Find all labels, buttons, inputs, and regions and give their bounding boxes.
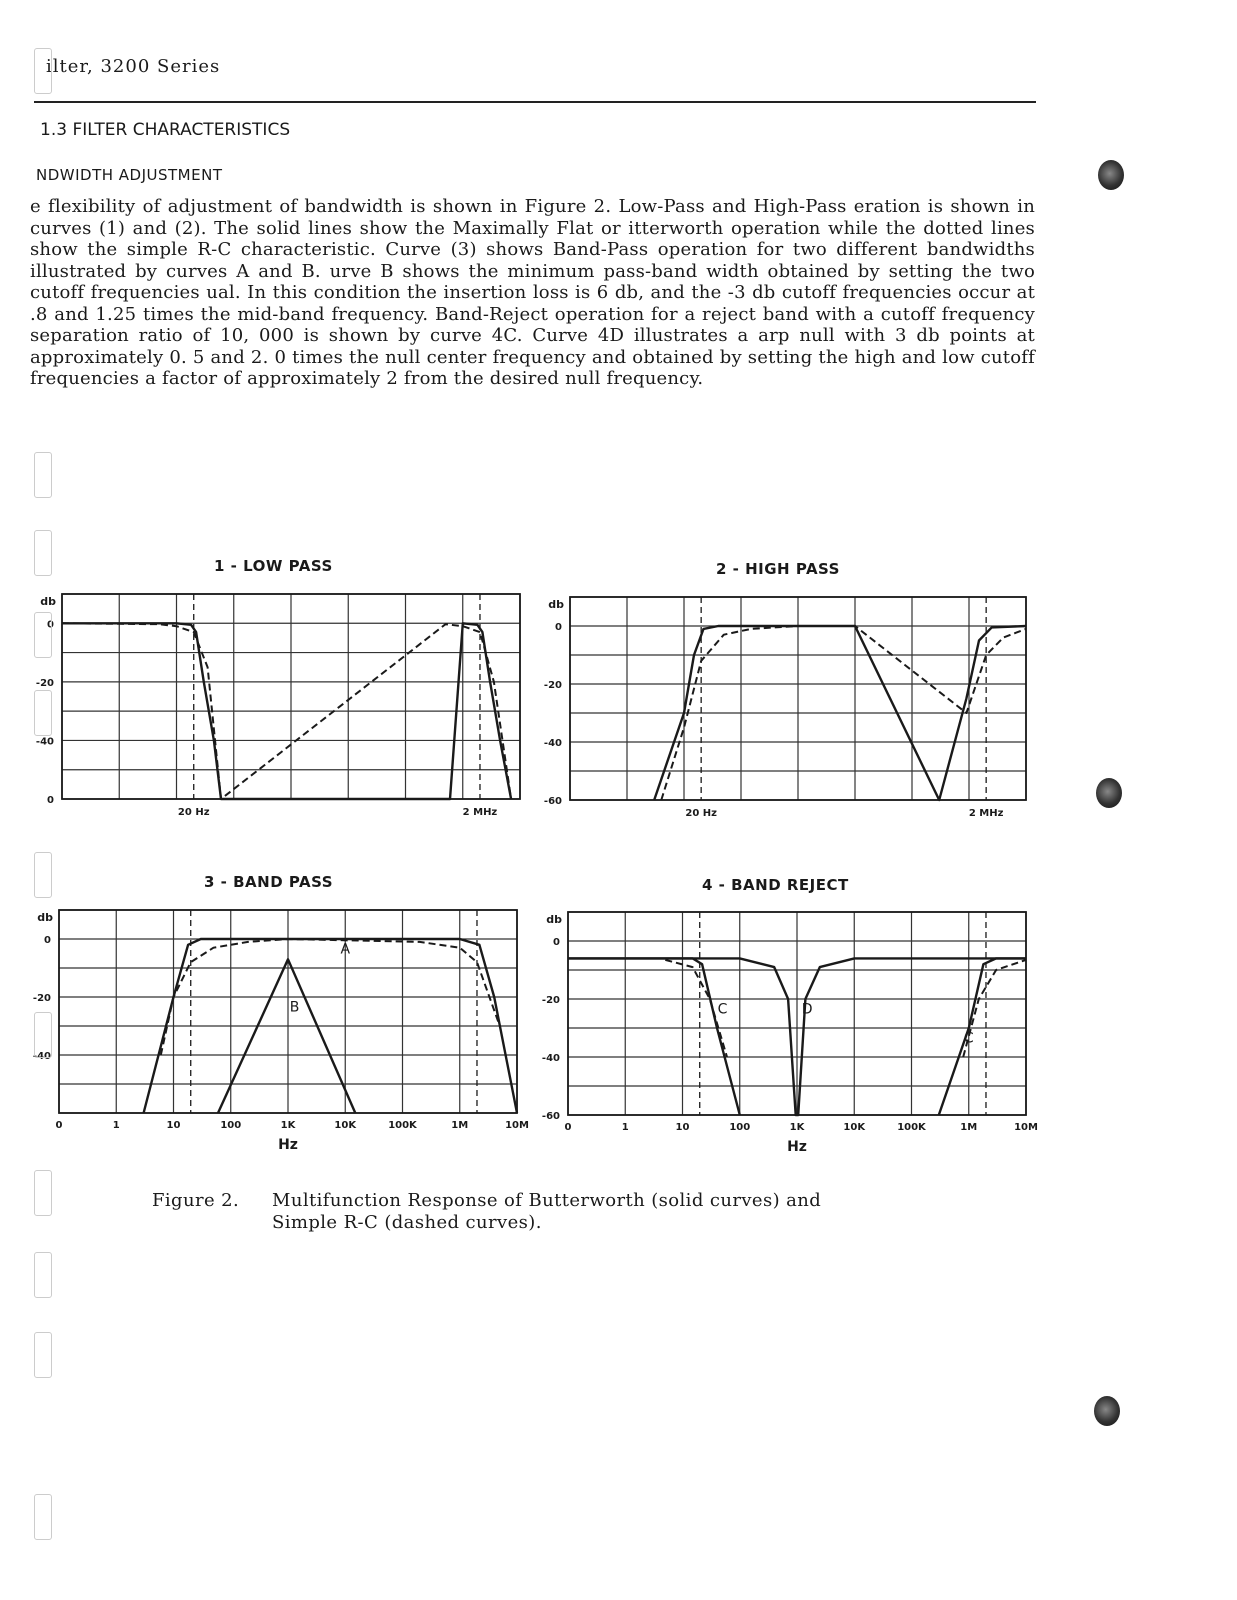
chart-band-pass	[32, 910, 529, 1153]
x-tick-label: 100	[220, 1120, 242, 1131]
x-tick-label: 1K	[280, 1120, 296, 1131]
y-tick-label: -20	[35, 677, 54, 689]
chart-title-band-pass: 3 - BAND PASS	[204, 873, 334, 891]
binder-hole	[34, 612, 52, 658]
chart-band-reject	[541, 912, 1038, 1155]
x-tick-label: 1M	[960, 1122, 978, 1133]
body-paragraph: e flexibility of adjustment of bandwidth is shown in Figure 2. Low-Pass and High-Pass eration is shown in curves (1) and (2). The solid lines show the Maximally Flat or itterworth operation while the dotted lines show the simple R-C characteristic. Curve (3) shows Band-Pass operation for two different bandwidths illustrated by curves A and B. urve B shows the minimum pass-band width obtained by setting the two cutoff frequencies ual. In this condition the insertion loss is 6 db, and the -3 db cutoff frequencies occur at .8 and 1.25 times the mid-band frequency. Band-Reject operation for a reject band with a cutoff frequency separation ratio of 10, 000 is shown by curve 4C. Curve 4D illustrates a arp null with 3 db points at approximately 0. 5 and 2. 0 times the null center frequency and obtained by setting the high and low cutoff frequencies a factor of approximately 2 from the desired null frequency.	[30, 196, 1035, 389]
binder-hole	[34, 690, 52, 736]
x-tick-label: 1K	[789, 1122, 805, 1133]
series-C-solid	[568, 958, 740, 1115]
chart-grid	[568, 912, 1026, 1115]
y-tick-label: -20	[541, 995, 560, 1006]
curve-label-D: D	[801, 1001, 813, 1018]
series-B-solid	[218, 959, 355, 1113]
x-tick-label: 1M	[451, 1120, 469, 1131]
y-axis-label: db	[40, 595, 56, 608]
x-axis-label: Hz	[787, 1139, 807, 1155]
figure-caption-label: Figure 2.	[152, 1190, 240, 1211]
y-tick-label: -20	[543, 680, 562, 691]
figure-caption-line-2: Simple R-C (dashed curves).	[272, 1212, 542, 1233]
binder-hole	[34, 48, 52, 94]
x-tick-label: 100	[729, 1122, 751, 1133]
page-header-title: ilter, 3200 Series	[46, 56, 221, 77]
x-tick-label: 100K	[897, 1122, 926, 1133]
y-tick-label: -20	[32, 993, 51, 1004]
binder-hole	[34, 1170, 52, 1216]
x-axis-label: Hz	[278, 1137, 298, 1153]
curve-label-C: C	[717, 1001, 728, 1018]
y-tick-label: -40	[543, 738, 562, 749]
y-axis-label: db	[546, 913, 562, 926]
y-tick-label: 0	[47, 619, 54, 631]
chart-low-pass	[35, 594, 520, 818]
series-C-solid	[939, 958, 1026, 1115]
x-tick-label: 2 MHz	[968, 808, 1004, 819]
y-tick-label: -40	[35, 736, 54, 748]
y-tick-label: 0	[47, 795, 54, 806]
y-tick-label: -40	[32, 1051, 51, 1062]
binder-hole	[34, 530, 52, 576]
y-tick-label: -60	[541, 1111, 560, 1122]
x-tick-label: 10M	[505, 1120, 529, 1131]
y-axis-label: db	[37, 911, 53, 924]
binder-hole	[34, 1012, 52, 1058]
y-tick-label: 0	[553, 937, 560, 948]
x-tick-label: 20 Hz	[685, 808, 717, 819]
x-tick-label: 1	[621, 1122, 629, 1133]
x-tick-label: 1	[112, 1120, 120, 1131]
section-heading: 1.3 FILTER CHARACTERISTICS	[40, 120, 291, 140]
y-tick-label: -40	[541, 1053, 560, 1064]
x-tick-label: 10	[166, 1120, 181, 1131]
punch-hole-mark	[1096, 778, 1122, 808]
chart-high-pass	[543, 597, 1026, 819]
x-tick-label: 2 MHz	[462, 807, 498, 818]
chart-grid	[59, 910, 517, 1113]
x-tick-label: 100K	[388, 1120, 417, 1131]
y-axis-label: db	[548, 598, 564, 611]
x-tick-label: 20 Hz	[177, 807, 210, 818]
binder-hole	[34, 452, 52, 498]
y-tick-label: 0	[555, 622, 562, 633]
curve-label-C: C	[963, 1030, 974, 1047]
header-rule	[34, 101, 1036, 103]
figure-caption-line-1: Multifunction Response of Butterworth (solid curves) and	[272, 1190, 822, 1211]
y-tick-label: 0	[44, 935, 51, 946]
binder-hole	[34, 852, 52, 898]
punch-hole-mark	[1098, 160, 1124, 190]
chart-grid	[570, 597, 1026, 800]
curve-label-A: A	[340, 941, 351, 958]
x-tick-label: 10K	[334, 1120, 357, 1131]
x-tick-label: 0	[564, 1122, 572, 1133]
binder-hole	[34, 1494, 52, 1540]
binder-hole	[34, 1252, 52, 1298]
x-tick-label: 10K	[843, 1122, 866, 1133]
binder-hole	[34, 1332, 52, 1378]
x-tick-label: 10M	[1014, 1122, 1038, 1133]
chart-title-band-reject: 4 - BAND REJECT	[702, 876, 849, 894]
figure-caption	[152, 1190, 821, 1234]
y-tick-label: -60	[543, 796, 562, 807]
punch-hole-mark	[1094, 1396, 1120, 1426]
chart-title-high-pass: 2 - HIGH PASS	[716, 560, 840, 578]
sub-heading: NDWIDTH ADJUSTMENT	[36, 166, 223, 184]
x-tick-label: 0	[55, 1120, 63, 1131]
x-tick-label: 10	[675, 1122, 690, 1133]
chart-title-low-pass: 1 - LOW PASS	[214, 557, 333, 575]
curve-label-B: B	[289, 999, 300, 1016]
